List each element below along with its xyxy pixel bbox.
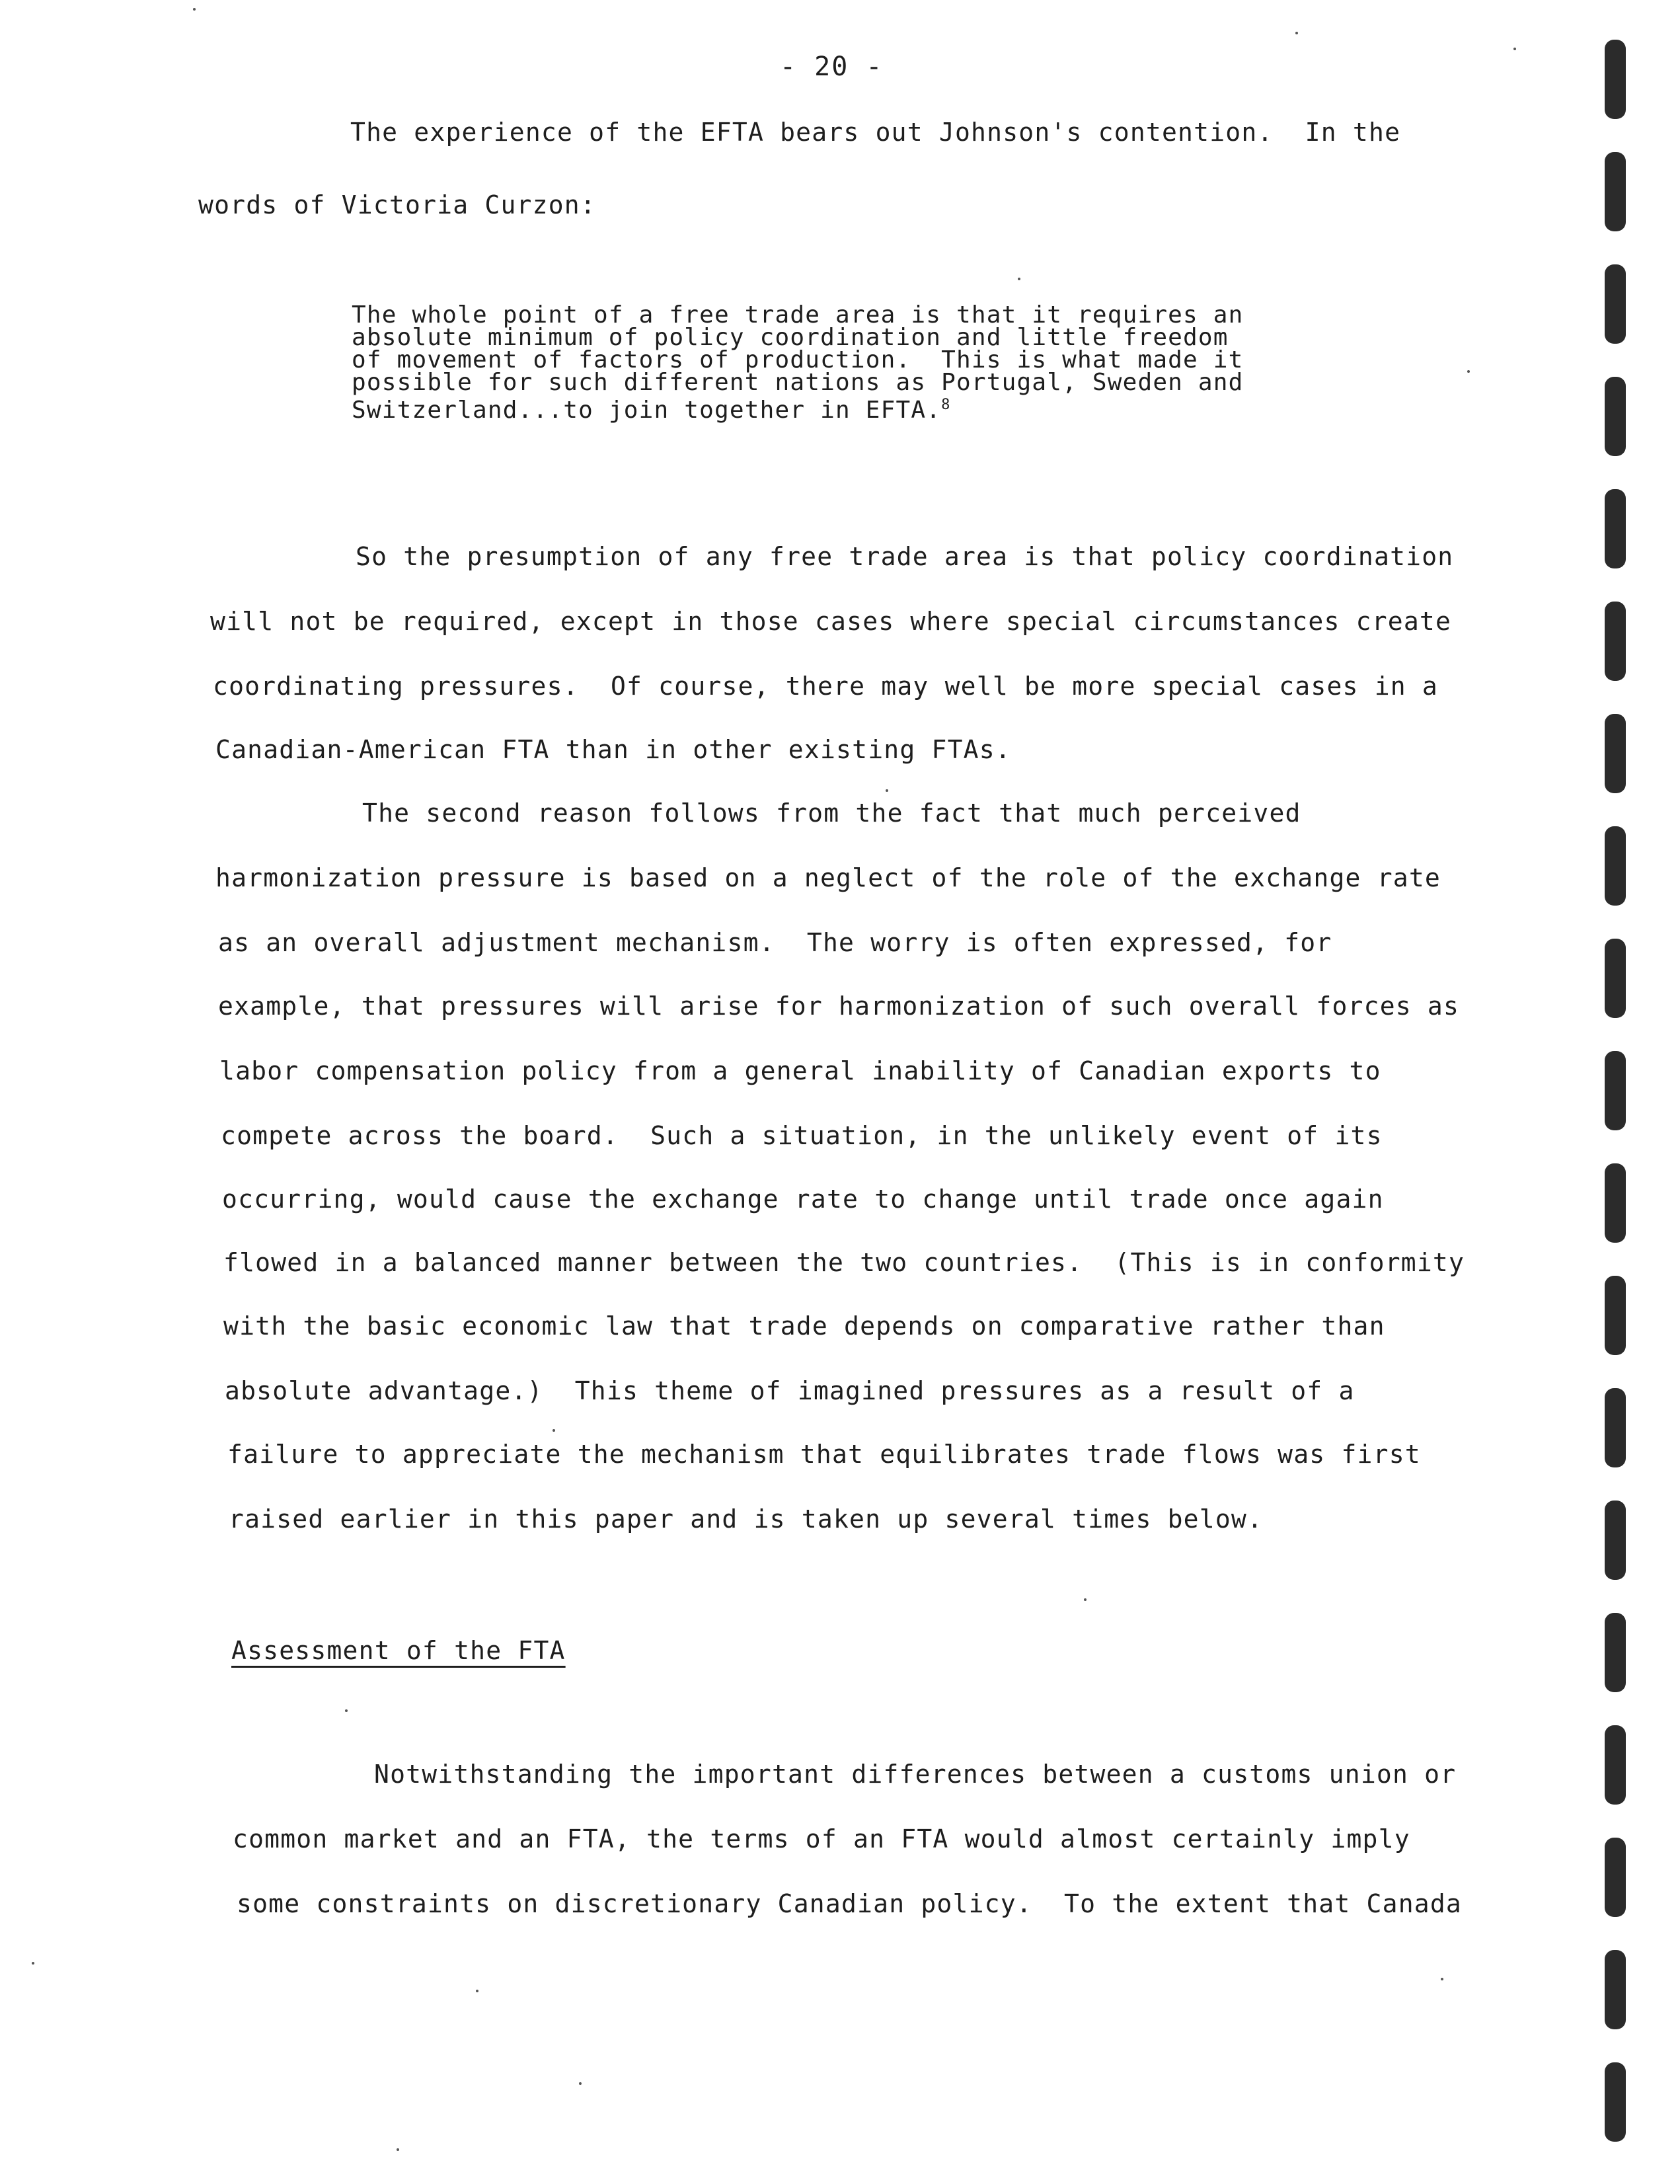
footnote-marker: 8 <box>941 397 951 413</box>
scan-speck <box>397 2148 399 2151</box>
paragraph-4-line-3: some constraints on discretionary Canadian policy. To the extent that Canada <box>237 1889 1463 1918</box>
paragraph-3-line-8: flowed in a balanced manner between the two countries. (This is in conformity <box>223 1248 1465 1277</box>
paragraph-4-line-1: Notwithstanding the important differences between a customs union or <box>374 1760 1457 1789</box>
page-number: - 20 - <box>780 52 884 82</box>
scan-speck <box>886 789 888 792</box>
scan-speck <box>1441 1978 1443 1980</box>
quote-line-1: The whole point of a free trade area is that it requires an <box>352 301 1244 329</box>
quote-line-3: of movement of factors of production. This is what made it <box>352 346 1244 373</box>
paragraph-3-line-2: harmonization pressure is based on a neglect of the role of the exchange rate <box>215 863 1441 892</box>
block-quote <box>352 301 1343 424</box>
scan-speck <box>345 1709 348 1712</box>
scan-speck <box>1295 32 1298 34</box>
scan-speck <box>1467 370 1470 373</box>
scan-speck <box>476 1990 478 1992</box>
binder-hole <box>1605 2062 1626 2142</box>
scan-speck <box>579 2082 582 2085</box>
paragraph-3-line-10: absolute advantage.) This theme of imagined pressures as a result of a <box>225 1376 1355 1405</box>
paragraph-3-line-9: with the basic economic law that trade depends on comparative rather than <box>223 1311 1385 1341</box>
paragraph-1-line-1: The experience of the EFTA bears out Johnson's contention. In the <box>350 118 1401 147</box>
binder-hole <box>1605 489 1626 568</box>
scan-speck <box>1084 1598 1087 1601</box>
binder-hole <box>1605 602 1626 681</box>
quote-line-4: possible for such different nations as Portugal, Sweden and <box>352 369 1244 396</box>
binder-hole <box>1605 1950 1626 2029</box>
binder-hole <box>1605 939 1626 1018</box>
binder-holes <box>1605 0 1651 2184</box>
scan-speck <box>553 1429 555 1432</box>
paragraph-1-line-2: words of Victoria Curzon: <box>198 190 596 219</box>
quote-line-2: absolute minimum of policy coordination and little freedom <box>352 324 1229 351</box>
paragraph-4-line-2: common market and an FTA, the terms of an FTA would almost certainly imply <box>233 1824 1410 1853</box>
scan-speck <box>1513 48 1516 50</box>
binder-hole <box>1605 826 1626 906</box>
paragraph-3-line-7: occurring, would cause the exchange rate to change until trade once again <box>222 1185 1384 1214</box>
binder-hole <box>1605 1501 1626 1580</box>
section-heading: Assessment of the FTA <box>231 1636 566 1665</box>
binder-hole <box>1605 1163 1626 1243</box>
binder-hole <box>1605 1838 1626 1917</box>
binder-hole <box>1605 152 1626 231</box>
binder-hole <box>1605 1613 1626 1692</box>
scan-speck <box>1018 278 1020 280</box>
paragraph-3-line-5: labor compensation policy from a general inability of Canadian exports to <box>219 1056 1381 1085</box>
binder-hole <box>1605 1051 1626 1130</box>
binder-hole <box>1605 714 1626 793</box>
paragraph-3-line-11: failure to appreciate the mechanism that equilibrates trade flows was first <box>227 1440 1421 1469</box>
scan-speck <box>193 8 196 11</box>
binder-hole <box>1605 377 1626 456</box>
binder-hole <box>1605 40 1626 119</box>
paragraph-2-line-1: So the presumption of any free trade area is that policy coordination <box>356 542 1454 571</box>
quote-line-5-text: Switzerland...to join together in EFTA. <box>352 397 942 424</box>
paragraph-2-line-2: will not be required, except in those cases where special circumstances create <box>210 607 1452 636</box>
binder-hole <box>1605 1388 1626 1467</box>
binder-hole <box>1605 264 1626 344</box>
paragraph-3-line-12: raised earlier in this paper and is taken up several times below. <box>229 1504 1264 1534</box>
paragraph-3-line-1: The second reason follows from the fact that much perceived <box>362 799 1301 828</box>
paragraph-2-line-4: Canadian-American FTA than in other existing FTAs. <box>215 735 1011 764</box>
binder-hole <box>1605 1276 1626 1355</box>
paragraph-2-line-3: coordinating pressures. Of course, there may well be more special cases in a <box>213 672 1439 701</box>
paragraph-3-line-3: as an overall adjustment mechanism. The worry is often expressed, for <box>218 928 1332 957</box>
paragraph-3-line-4: example, that pressures will arise for harmonization of such overall forces as <box>218 992 1460 1021</box>
quote-line-5 <box>352 394 1343 422</box>
scan-speck <box>32 1962 34 1965</box>
paragraph-3-line-6: compete across the board. Such a situation, in the unlikely event of its <box>221 1121 1383 1150</box>
binder-hole <box>1605 1725 1626 1805</box>
